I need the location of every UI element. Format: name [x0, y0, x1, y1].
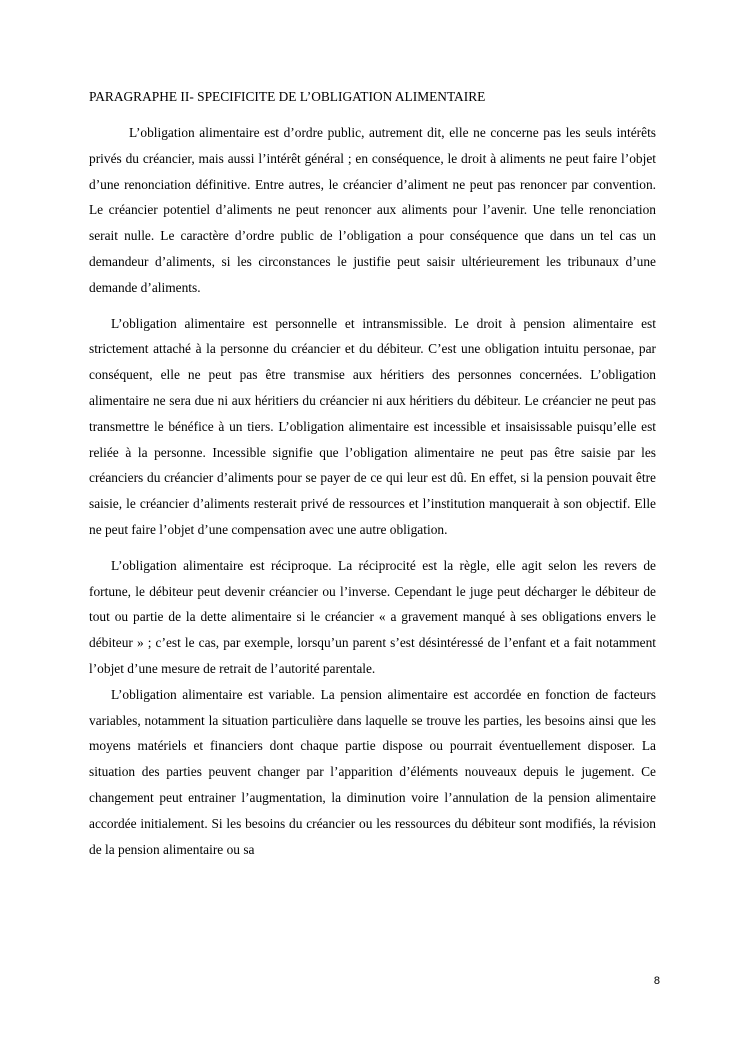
section-heading: PARAGRAPHE II- SPECIFICITE DE L’OBLIGATION ALIMENTAIRE	[89, 89, 486, 104]
paragraph-personnelle: L’obligation alimentaire est personnelle et intransmissible. Le droit à pension alimentaire est strictement attaché à la personne du créancier et du débiteur. C’est une obligation intuitu personae, par conséquent, elle ne peut pas être transmise aux héritiers des personnes concernées. L’obligation alimentaire ne sera due ni aux héritiers du créancier ni aux héritiers du débiteur. Le créancier ne peut pas transmettre le bénéfice à un tiers. L’obligation alimentaire est incessible et insaisissable puisqu’elle est reliée à la personne. Incessible signifie que l’obligation alimentaire ne peut pas être saisie par les créanciers du créancier d’aliments pour se payer de ce qui leur est dû. En effet, si la pension pouvait être saisie, le créancier d’aliments resterait privé de ressources et l’institution manquerait à son objectif. Elle ne peut faire l’objet d’une compensation avec une autre obligation.	[89, 315, 656, 537]
paragraph-reciproque: L’obligation alimentaire est réciproque. La réciprocité est la règle, elle agit selon les revers de fortune, le débiteur peut devenir créancier ou l’inverse. Cependant le juge peut décharger le débiteur de tout ou partie de la dette alimentaire si le créancier « a gravement manqué à ses obligations envers le débiteur » ; c’est le cas, par exemple, lorsqu’un parent s’est désintéressé de l’enfant et a fait notamment l’objet d’une mesure de retrait de l’autorité parentale.	[89, 557, 656, 676]
paragraph-variable: L’obligation alimentaire est variable. La pension alimentaire est accordée en fonction de facteurs variables, notamment la situation particulière dans laquelle se trouve les parties, les besoins ainsi que les moyens matériels et financiers dont chaque partie dispose ou pourrait éventuellement disposer. La situation des parties peuvent changer par l’apparition d’éléments nouveaux depuis le jugement. Ce changement peut entrainer l’augmentation, la diminution voire l’annulation de la pension alimentaire accordée initialement. Si les besoins du créancier ou les ressources du débiteur sont modifiés, la révision de la pension alimentaire ou sa	[89, 686, 656, 857]
page-number: 8	[653, 975, 660, 987]
paragraph-ordre-public: L’obligation alimentaire est d’ordre public, autrement dit, elle ne concerne pas les seuls intérêts privés du créancier, mais aussi l’intérêt général ; en conséquence, le droit à aliments ne peut faire l’objet d’une renonciation définitive. Entre autres, le créancier d’aliment ne peut pas renoncer par convention. Le créancier potentiel d’aliments ne peut renoncer aux aliments pour l’avenir. Une telle renonciation serait nulle. Le caractère d’ordre public de l’obligation a pour conséquence que dans un tel cas un demandeur d’aliments, si les circonstances le justifie peut saisir ultérieurement les tribunaux d’une demande d’aliments.	[89, 125, 656, 295]
body-text	[89, 120, 656, 862]
